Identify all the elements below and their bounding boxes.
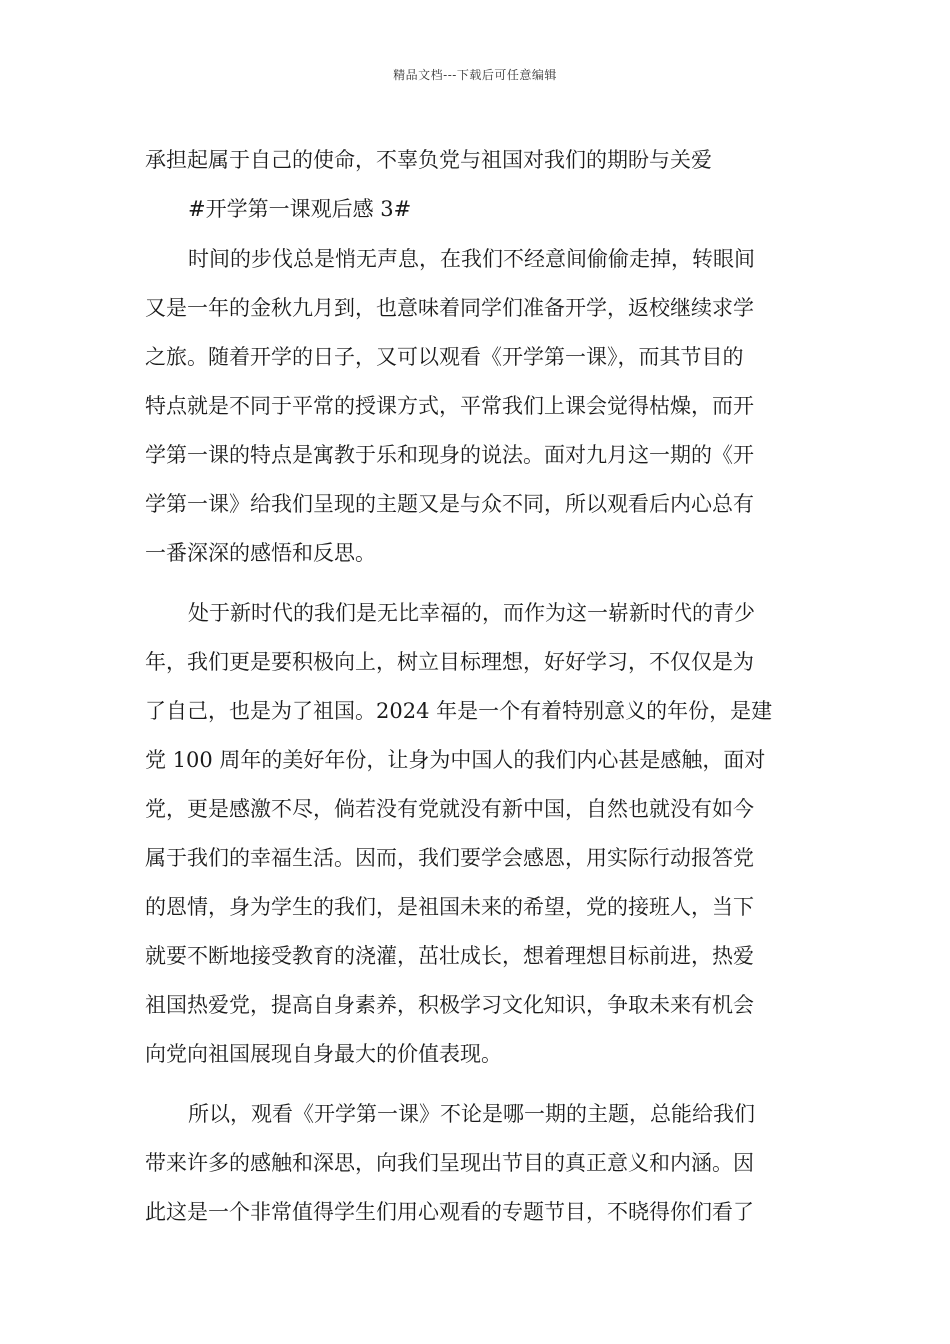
paragraph-line: 了自己，也是为了祖国。2024 年是一个有着特别意义的年份，是建	[145, 699, 773, 723]
paragraph-line: 学第一课的特点是寓教于乐和现身的说法。面对九月这一期的《开	[145, 443, 754, 467]
paragraph-line: 带来许多的感触和深思，向我们呈现出节目的真正意义和内涵。因	[145, 1151, 754, 1175]
paragraph-line: 年，我们更是要积极向上，树立目标理想，好好学习，不仅仅是为	[145, 650, 754, 674]
paragraph-line: 属于我们的幸福生活。因而，我们要学会感恩，用实际行动报答党	[145, 846, 754, 870]
paragraph-spacer	[145, 1079, 807, 1090]
paragraph-1	[145, 235, 807, 578]
paragraph-line: 的恩情，身为学生的我们，是祖国未来的希望，党的接班人，当下	[145, 895, 754, 919]
paragraph-line: 处于新时代的我们是无比幸福的，而作为这一崭新时代的青少	[188, 601, 755, 625]
paragraph-line: 祖国热爱党，提高自身素养，积极学习文化知识，争取未来有机会	[145, 993, 754, 1017]
paragraph-line: 时间的步伐总是悄无声息，在我们不经意间偷偷走掉，转眼间	[188, 247, 755, 271]
paragraph-line: 所以，观看《开学第一课》不论是哪一期的主题，总能给我们	[188, 1102, 755, 1126]
paragraph-line: 一番深深的感悟和反思。	[145, 541, 376, 565]
paragraph-line: 特点就是不同于平常的授课方式，平常我们上课会觉得枯燥，而开	[145, 394, 754, 418]
paragraph-line: 党，更是感激不尽，倘若没有党就没有新中国，自然也就没有如今	[145, 797, 754, 821]
paragraph-line: 党 100 周年的美好年份，让身为中国人的我们内心甚是感触，面对	[145, 748, 766, 772]
document-body	[145, 136, 807, 1237]
page-header: 精品文档---下载后可任意编辑	[393, 68, 557, 82]
paragraph-spacer	[145, 578, 807, 589]
intro-line: 承担起属于自己的使命，不辜负党与祖国对我们的期盼与关爱	[145, 148, 712, 172]
paragraph-line: 就要不断地接受教育的浇灌，茁壮成长，想着理想目标前进，热爱	[145, 944, 754, 968]
paragraph-3	[145, 1090, 807, 1237]
paragraph-line: 此这是一个非常值得学生们用心观看的专题节目，不晓得你们看了	[145, 1200, 754, 1224]
paragraph-2	[145, 589, 807, 1079]
paragraph-line: 又是一年的金秋九月到，也意味着同学们准备开学，返校继续求学	[145, 296, 754, 320]
paragraph-line: 向党向祖国展现自身最大的价值表现。	[145, 1042, 502, 1066]
paragraph-line: 之旅。随着开学的日子，又可以观看《开学第一课》，而其节目的	[145, 345, 744, 369]
section-heading: #开学第一课观后感 3#	[188, 197, 412, 221]
paragraph-line: 学第一课》给我们呈现的主题又是与众不同，所以观看后内心总有	[145, 492, 754, 516]
